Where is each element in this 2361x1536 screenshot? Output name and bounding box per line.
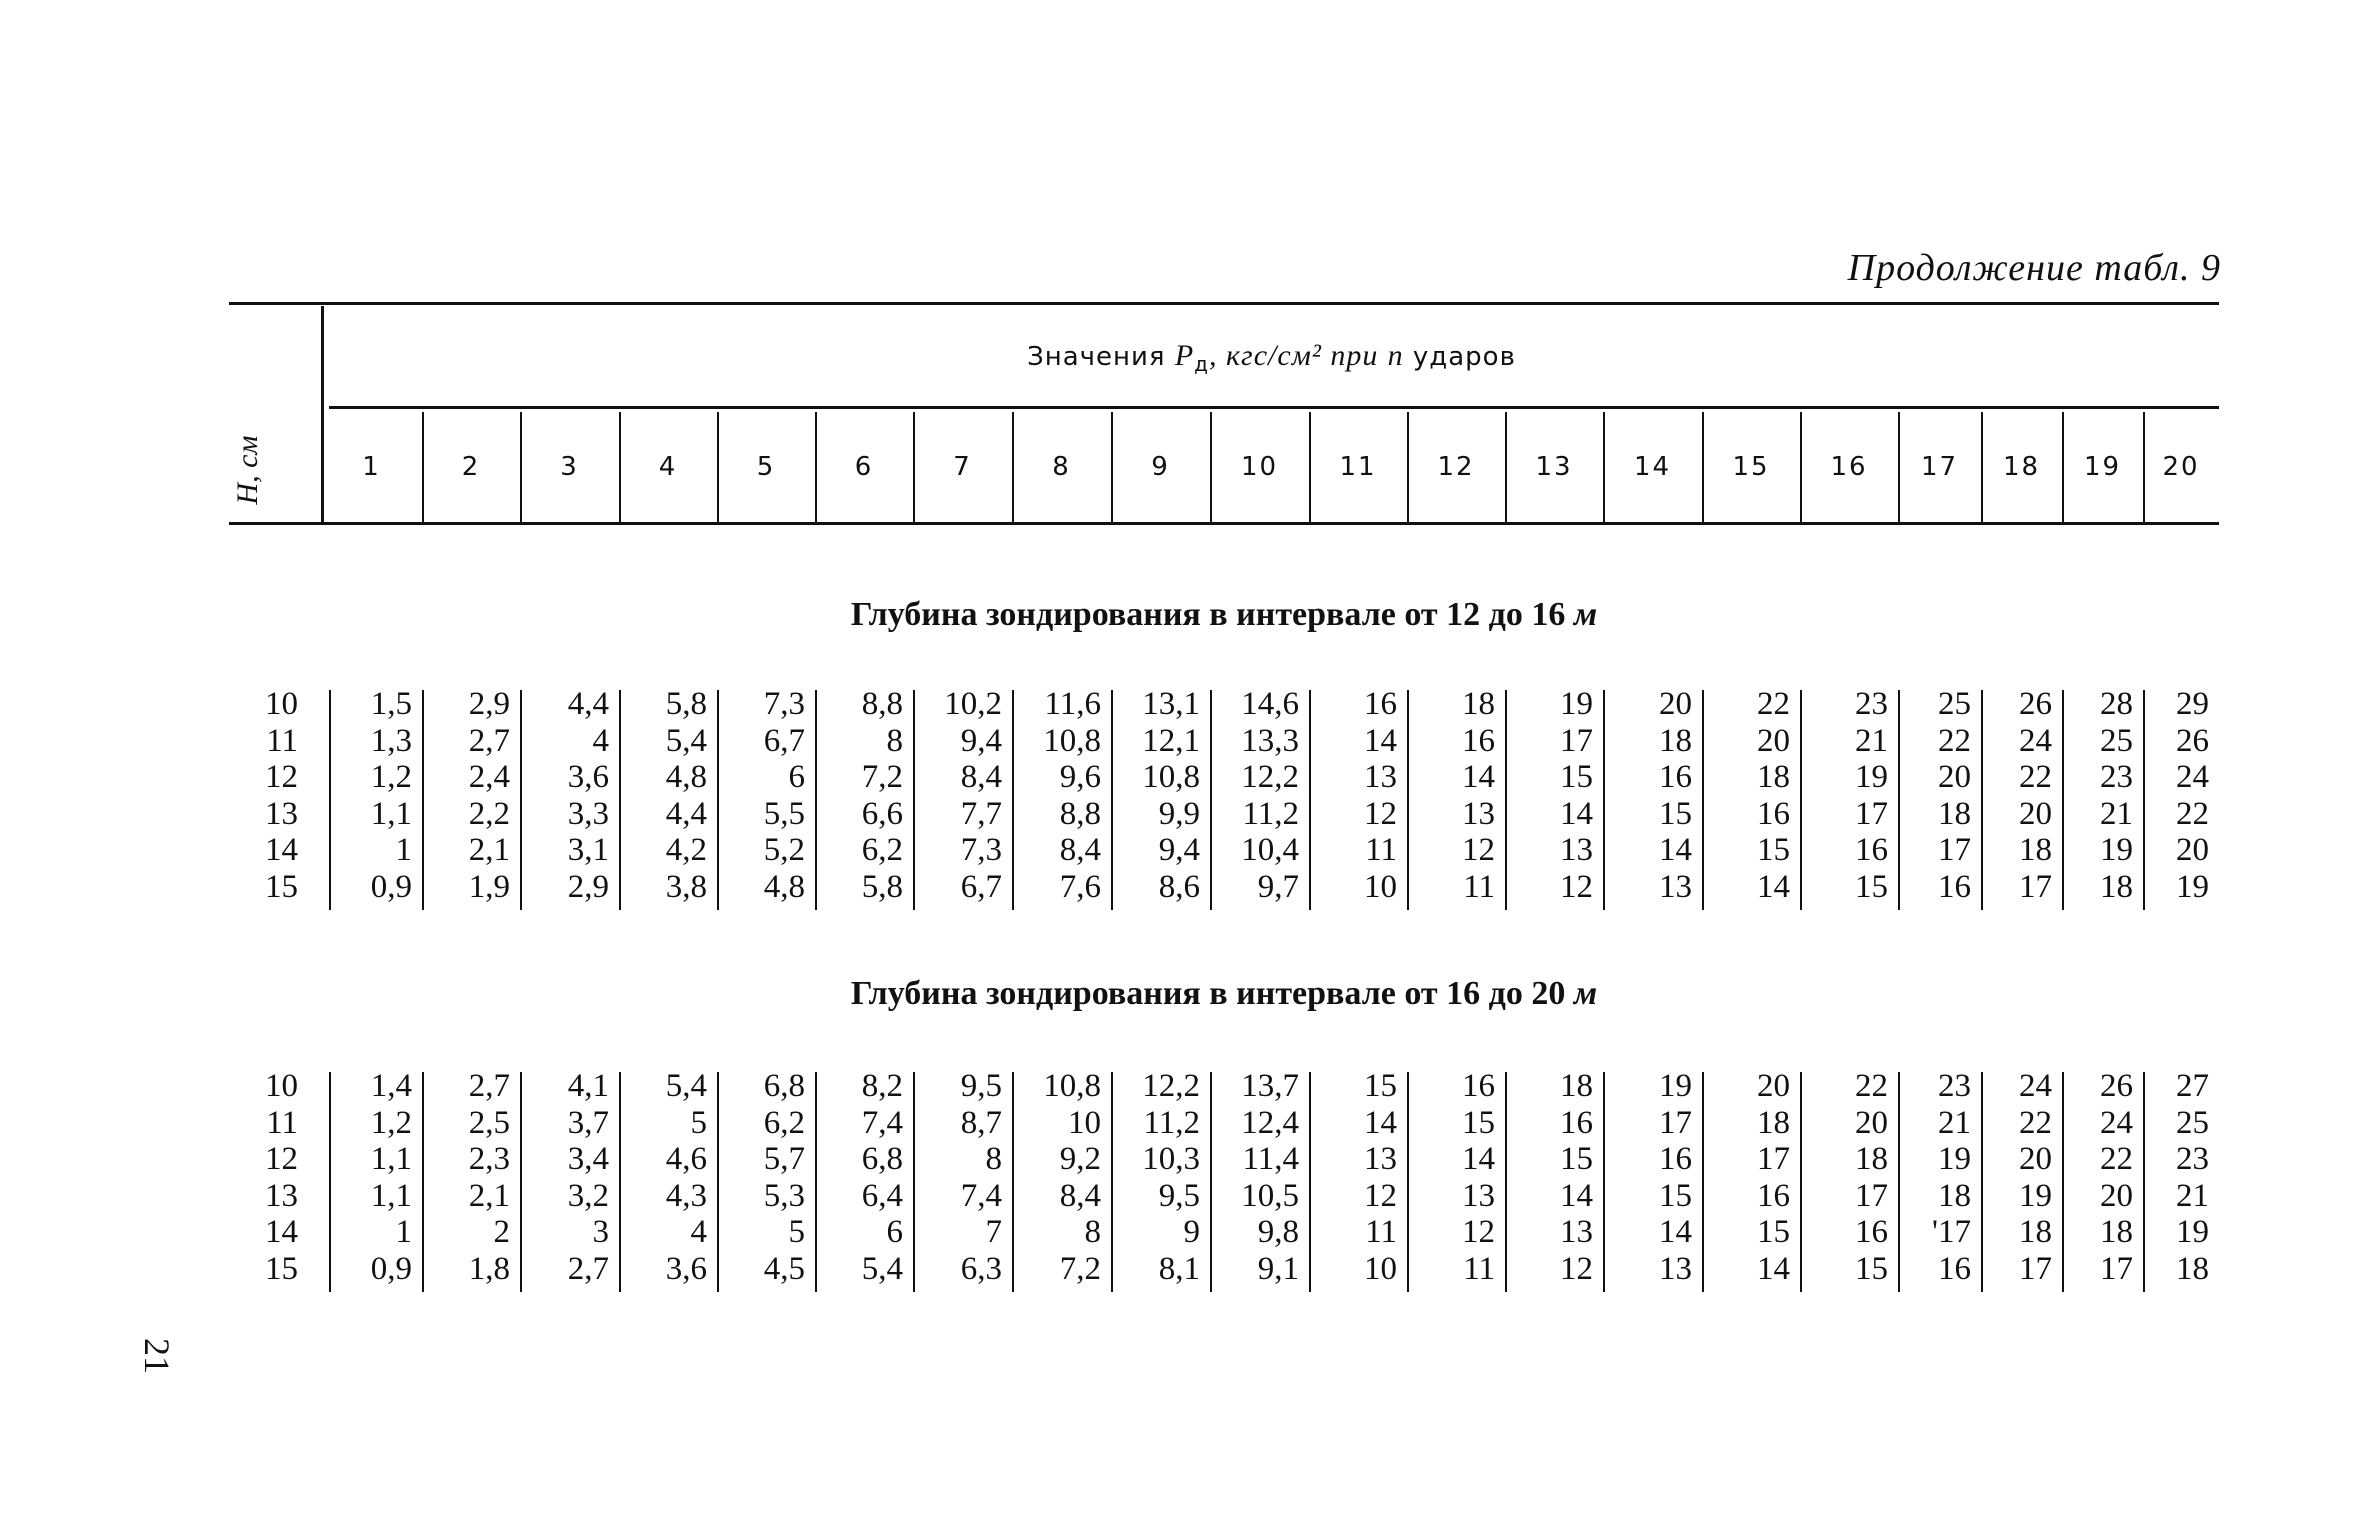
section-16-20-column-divider [520, 1072, 522, 1292]
header-column-divider [1309, 412, 1311, 522]
section-16-20-column-divider [1702, 1072, 1704, 1292]
header-column-divider [520, 412, 522, 522]
section-16-20-column-16: 22 20 18 17 16 15 [1855, 1068, 1888, 1287]
section-16-20-column-divider [1407, 1072, 1409, 1292]
section-16-20-column-15: 20 18 17 16 15 14 [1757, 1068, 1790, 1287]
header-title-n: n [1387, 339, 1404, 372]
section-16-20-column-14: 19 17 16 15 14 13 [1659, 1068, 1692, 1287]
section-12-16-column-16: 23 21 19 17 16 15 [1855, 686, 1888, 905]
section-16-20-column-divider [1898, 1072, 1900, 1292]
column-header-1: 1 [362, 452, 381, 482]
section-16-20-column-8: 10,8 10 9,2 8,4 8 7,2 [1043, 1068, 1101, 1287]
section-16-20-column-divider [1505, 1072, 1507, 1292]
section-12-16-column-divider [815, 690, 817, 910]
column-header-8: 8 [1052, 452, 1071, 482]
header-column-divider [1981, 412, 1983, 522]
section-12-16-column-divider [1407, 690, 1409, 910]
section-title-unit: м [1573, 975, 1598, 1012]
column-header-5: 5 [756, 452, 776, 482]
column-header-15: 15 [1732, 452, 1770, 482]
header-title-suffix: ударов [1412, 342, 1516, 372]
section-12-16-column-divider [520, 690, 522, 910]
section-16-20-column-divider [1012, 1072, 1014, 1292]
section-12-16-column-3: 4,4 4 3,6 3,3 3,1 2,9 [567, 686, 609, 905]
section-12-16-column-11: 16 14 13 12 11 10 [1364, 686, 1397, 905]
header-column-divider [1210, 412, 1212, 522]
section-title-16-20 [229, 975, 2219, 1013]
section-16-20-column-divider [1981, 1072, 1983, 1292]
section-12-16-column-divider [1898, 690, 1900, 910]
section-12-16-column-divider [1800, 690, 1802, 910]
header-column-divider [422, 412, 424, 522]
section-12-16-column-divider [1981, 690, 1983, 910]
section-12-16-column-divider [422, 690, 424, 910]
column-header-12: 12 [1437, 452, 1475, 482]
header-column-divider [815, 412, 817, 522]
column-header-3: 3 [560, 452, 579, 482]
section-16-20-column-3: 4,1 3,7 3,4 3,2 3 2,7 [567, 1068, 609, 1287]
section-16-20-column-7: 9,5 8,7 8 7,4 7 6,3 [960, 1068, 1002, 1287]
section-16-20-column-9: 12,2 11,2 10,3 9,5 9 8,1 [1142, 1068, 1200, 1287]
header-column-divider [717, 412, 719, 522]
section-16-20-column-18: 24 22 20 19 18 17 [2019, 1068, 2052, 1287]
section-title-unit: м [1573, 596, 1598, 633]
header-column-divider [1800, 412, 1802, 522]
column-header-4: 4 [658, 452, 678, 482]
header-title-units: , кгс/см² при [1209, 339, 1379, 372]
page-number: 21 [137, 1338, 177, 1374]
section-12-16-column-divider [1603, 690, 1605, 910]
section-16-20-column-divider [2143, 1072, 2145, 1292]
section-12-16-column-5: 7,3 6,7 6 5,5 5,2 4,8 [763, 686, 805, 905]
header-column-divider [1702, 412, 1704, 522]
header-column-divider [1012, 412, 1014, 522]
header-column-divider [1111, 412, 1113, 522]
section-16-20-column-divider [913, 1072, 915, 1292]
section-12-16-column-divider [1012, 690, 1014, 910]
column-header-17: 17 [1920, 452, 1959, 482]
section-16-20-column-divider [2062, 1072, 2064, 1292]
section-16-20-column-divider [717, 1072, 719, 1292]
column-header-13: 13 [1535, 452, 1573, 482]
column-header-20: 20 [2162, 452, 2200, 482]
section-16-20-column-divider [422, 1072, 424, 1292]
header-bottom-rule [229, 522, 2219, 525]
section-16-20-column-divider [1309, 1072, 1311, 1292]
column-header-11: 11 [1339, 452, 1377, 482]
section-16-20-column-2: 2,7 2,5 2,3 2,1 2 1,8 [468, 1068, 510, 1287]
header-column-divider [1898, 412, 1900, 522]
section-16-20-column-divider [1800, 1072, 1802, 1292]
column-header-19: 19 [2083, 452, 2122, 482]
section-12-16-column-7: 10,2 9,4 8,4 7,7 7,3 6,7 [944, 686, 1002, 905]
section-12-16-column-14: 20 18 16 15 14 13 [1659, 686, 1692, 905]
section-12-16-column-divider [1210, 690, 1212, 910]
section-12-16-column-divider [2062, 690, 2064, 910]
column-header-14: 14 [1633, 452, 1672, 482]
section-12-16-column-20: 29 26 24 22 20 19 [2176, 686, 2209, 905]
column-header-16: 16 [1830, 452, 1868, 482]
section-12-16-column-12: 18 16 14 13 12 11 [1462, 686, 1495, 905]
section-12-16-column-divider [1702, 690, 1704, 910]
column-header-7: 7 [953, 452, 972, 482]
section-16-20-column-divider [619, 1072, 621, 1292]
section-16-20-column-4: 5,4 5 4,6 4,3 4 3,6 [665, 1068, 707, 1287]
section-12-16-column-6: 8,8 8 7,2 6,6 6,2 5,8 [861, 686, 903, 905]
section-12-16-column-8: 11,6 10,8 9,6 8,8 8,4 7,6 [1043, 686, 1101, 905]
section-12-16-column-2: 2,9 2,7 2,4 2,2 2,1 1,9 [468, 686, 510, 905]
section-title-text: Глубина зондирования в интервале от 16 до 20 [850, 975, 1566, 1012]
section-12-16-column-divider [619, 690, 621, 910]
section-16-20-column-5: 6,8 6,2 5,7 5,3 5 4,5 [763, 1068, 805, 1287]
header-column-divider [1407, 412, 1409, 522]
section-12-16-column-divider [2143, 690, 2145, 910]
header-column-divider [619, 412, 621, 522]
header-column-divider [913, 412, 915, 522]
section-12-16-column-17: 25 22 20 18 17 16 [1938, 686, 1971, 905]
section-16-20-column-divider [815, 1072, 817, 1292]
header-title-prefix: Значения [1027, 342, 1166, 372]
section-12-16-column-19: 28 25 23 21 19 18 [2100, 686, 2133, 905]
header-subrule [329, 406, 2219, 409]
section-12-16-column-divider [1505, 690, 1507, 910]
column-header-9: 9 [1151, 452, 1170, 482]
section-16-20-h-values: 10 11 12 13 14 15 [265, 1068, 298, 1287]
section-12-16-column-15: 22 20 18 16 15 14 [1757, 686, 1790, 905]
header-column-divider [2143, 412, 2145, 522]
header-group-title [324, 339, 2219, 376]
section-16-20-column-13: 18 16 15 14 13 12 [1560, 1068, 1593, 1287]
section-16-20-column-11: 15 14 13 12 11 10 [1364, 1068, 1397, 1287]
section-12-16-column-divider [1111, 690, 1113, 910]
section-16-20-column-19: 26 24 22 20 18 17 [2100, 1068, 2133, 1287]
section-title-text: Глубина зондирования в интервале от 12 до 16 [850, 596, 1566, 633]
section-16-20-column-10: 13,7 12,4 11,4 10,5 9,8 9,1 [1241, 1068, 1299, 1287]
section-12-16-column-divider [717, 690, 719, 910]
section-title-12-16 [229, 596, 2219, 634]
section-12-16-column-10: 14,6 13,3 12,2 11,2 10,4 9,7 [1241, 686, 1299, 905]
section-16-20-column-20: 27 25 23 21 19 18 [2176, 1068, 2209, 1287]
header-column-divider [2062, 412, 2064, 522]
column-header-6: 6 [854, 452, 874, 482]
header-title-symbol: P [1174, 339, 1195, 372]
h-column-label: H, см [231, 435, 264, 505]
section-12-16-column-9: 13,1 12,1 10,8 9,9 9,4 8,6 [1142, 686, 1200, 905]
section-16-20-column-12: 16 15 14 13 12 11 [1462, 1068, 1495, 1287]
top-rule [229, 302, 2219, 305]
section-12-16-column-13: 19 17 15 14 13 12 [1560, 686, 1593, 905]
section-12-16-h-values: 10 11 12 13 14 15 [265, 686, 298, 905]
column-header-10: 10 [1240, 452, 1279, 482]
section-16-20-column-divider [1603, 1072, 1605, 1292]
section-12-16-column-divider [1309, 690, 1311, 910]
section-16-20-column-6: 8,2 7,4 6,8 6,4 6 5,4 [861, 1068, 903, 1287]
header-title-sub: д [1194, 352, 1209, 377]
section-16-20-column-17: 23 21 19 18 '17 16 [1932, 1068, 1971, 1287]
section-16-20-column-divider [1210, 1072, 1212, 1292]
section-12-16-column-18: 26 24 22 20 18 17 [2019, 686, 2052, 905]
section-16-20-column-1: 1,4 1,2 1,1 1,1 1 0,9 [370, 1068, 412, 1287]
column-header-18: 18 [2002, 452, 2041, 482]
section-16-20-column-divider [1111, 1072, 1113, 1292]
section-12-16-column-1: 1,5 1,3 1,2 1,1 1 0,9 [370, 686, 412, 905]
section-12-16-column-divider [913, 690, 915, 910]
section-12-16-column-4: 5,8 5,4 4,8 4,4 4,2 3,8 [665, 686, 707, 905]
table-caption: Продолжение табл. 9 [1847, 247, 2221, 289]
column-header-2: 2 [461, 452, 481, 482]
header-column-divider [1603, 412, 1605, 522]
header-column-divider [1505, 412, 1507, 522]
